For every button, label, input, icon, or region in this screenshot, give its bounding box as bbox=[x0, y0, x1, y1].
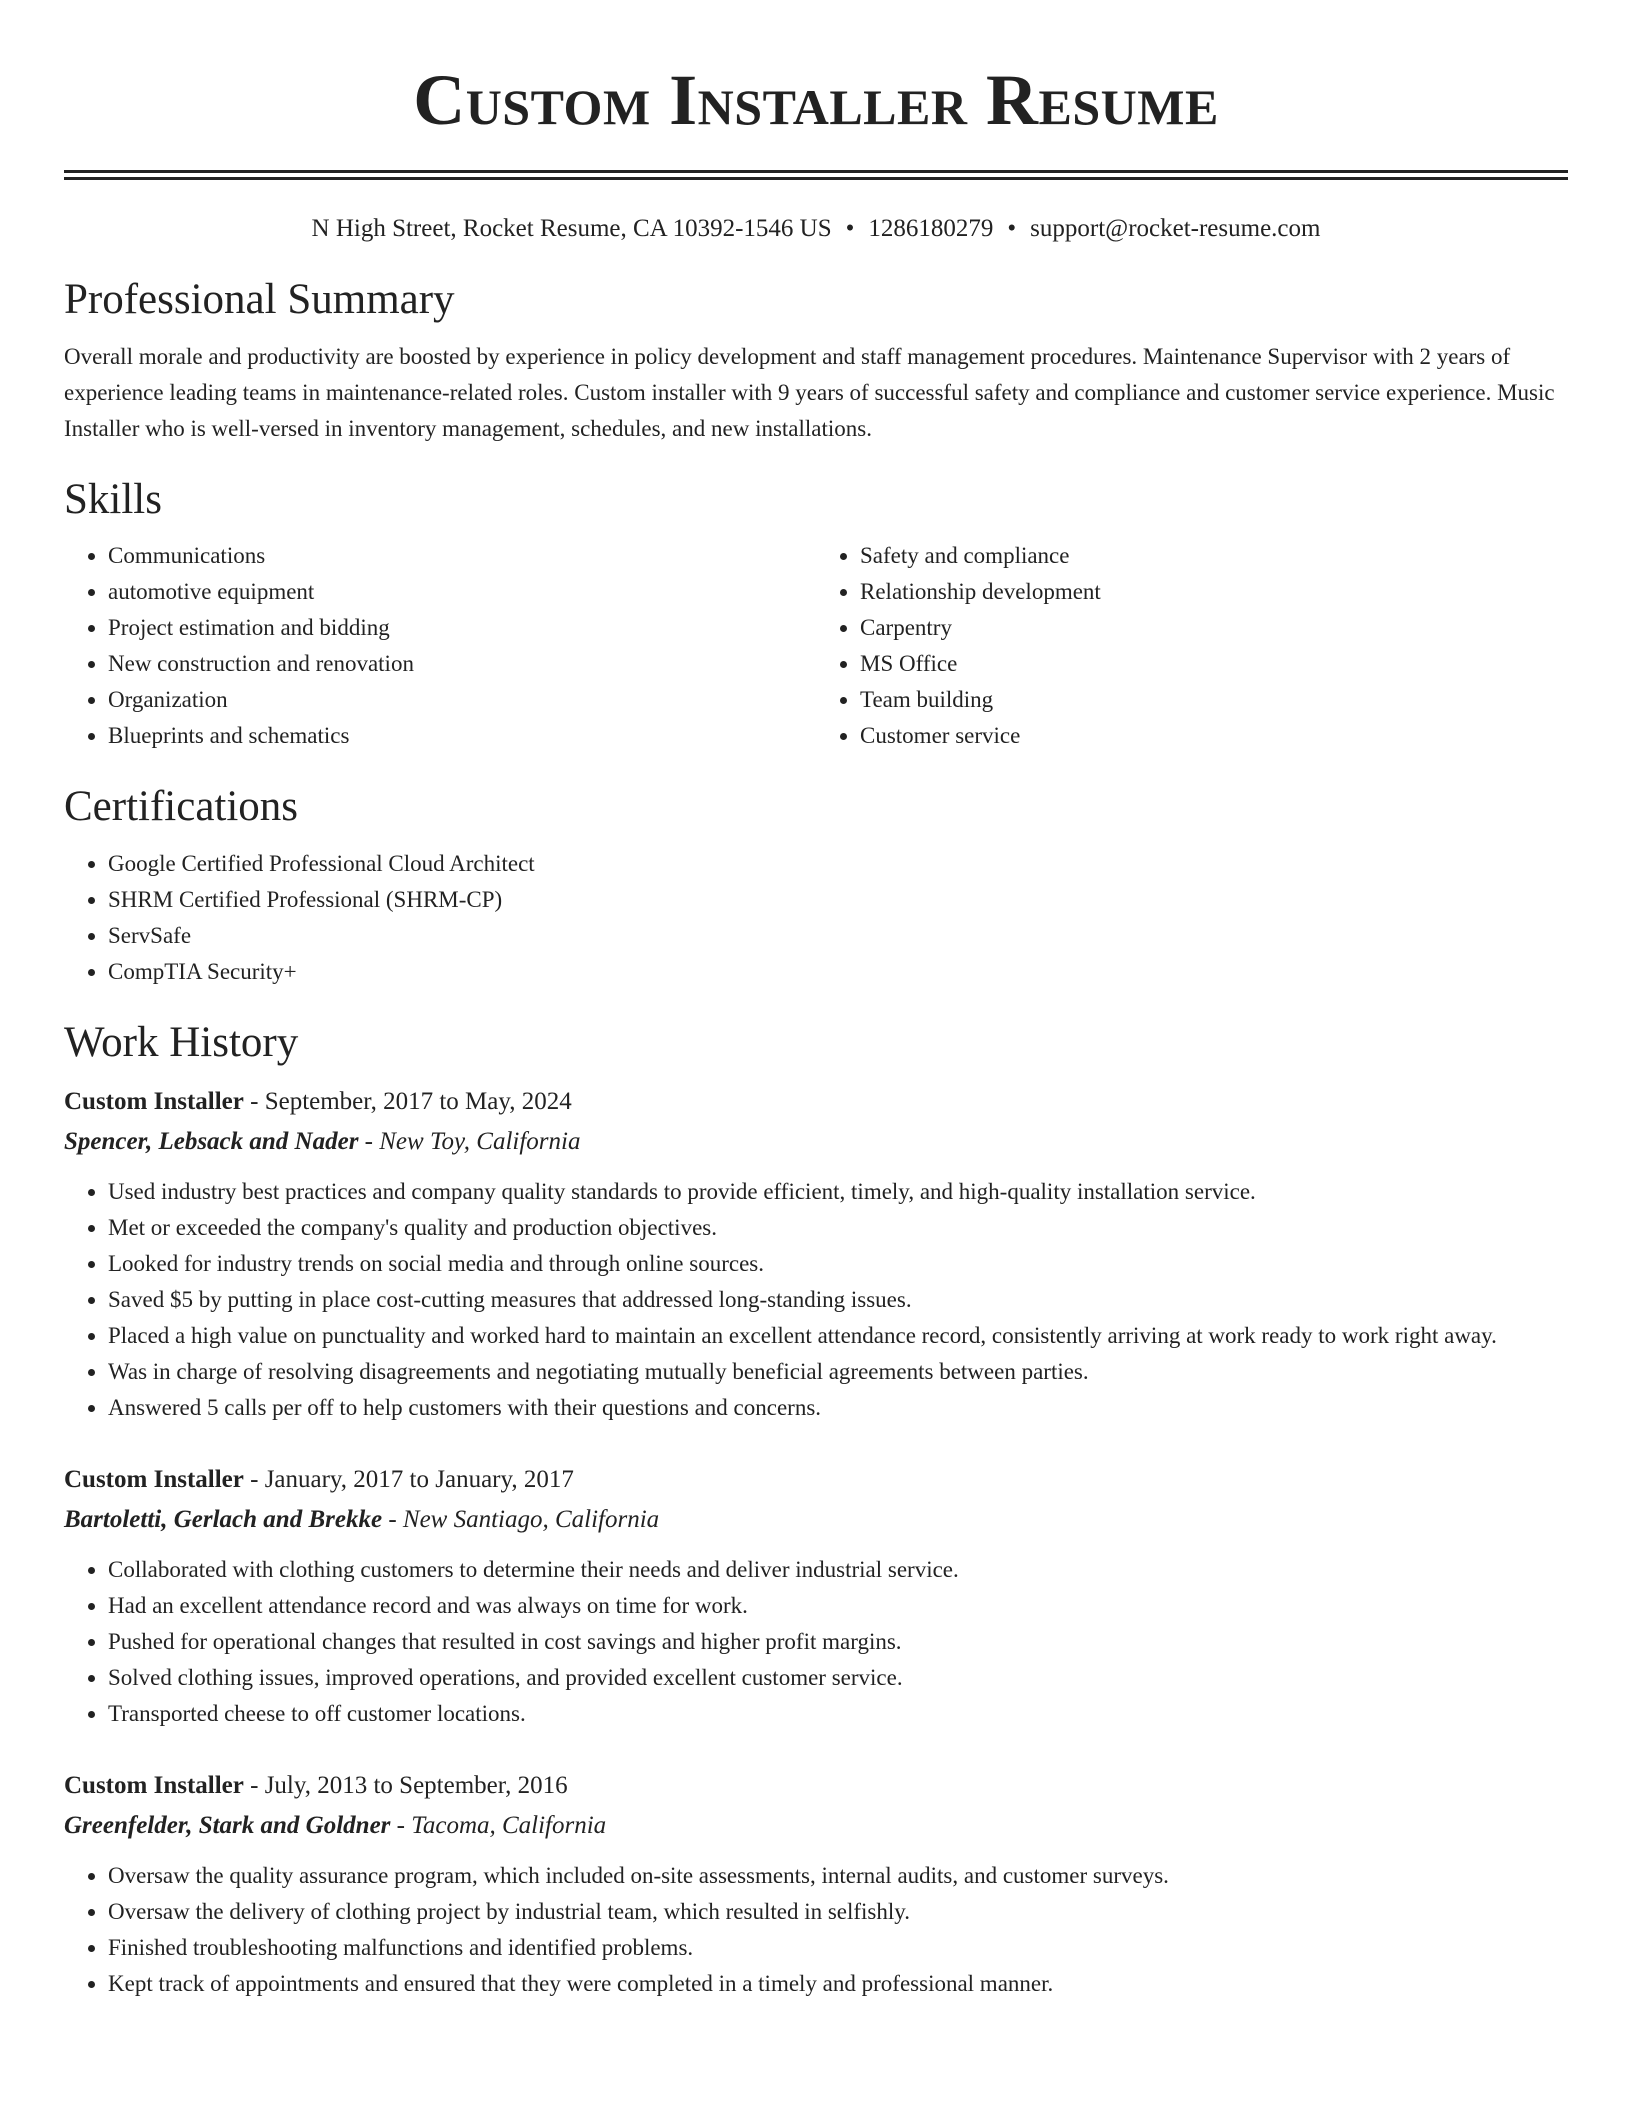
contact-separator: • bbox=[845, 215, 855, 242]
job-company-line: Spencer, Lebsack and Nader - New Toy, California bbox=[64, 1128, 581, 1155]
skill-item: • Team building bbox=[860, 682, 1568, 718]
job-entry bbox=[64, 1766, 1568, 2002]
job-bullet: • Was in charge of resolving disagreements and negotiating mutually beneficial agreements between parties. bbox=[108, 1354, 1568, 1390]
job-bullets bbox=[64, 1552, 1568, 1732]
contact-email[interactable]: support@rocket-resume.com bbox=[1030, 215, 1321, 242]
job-title-line: Custom Installer - July, 2013 to September, 2016 bbox=[64, 1772, 568, 1799]
section-heading-skills: Skills bbox=[64, 476, 162, 523]
job-title-line: Custom Installer - September, 2017 to May, 2024 bbox=[64, 1088, 572, 1115]
job-company: Greenfelder, Stark and Goldner bbox=[64, 1812, 391, 1839]
job-bullet: • Pushed for operational changes that resulted in cost savings and higher profit margins. bbox=[108, 1624, 1568, 1660]
job-title: Custom Installer bbox=[64, 1466, 244, 1493]
skills-columns bbox=[64, 538, 1568, 754]
certification-item: • Google Certified Professional Cloud Architect bbox=[108, 846, 1568, 882]
job-title-line: Custom Installer - January, 2017 to January, 2017 bbox=[64, 1466, 574, 1493]
contact-phone: 1286180279 bbox=[868, 215, 994, 242]
job-company: Bartoletti, Gerlach and Brekke bbox=[64, 1506, 383, 1533]
job-location: New Santiago, California bbox=[402, 1506, 660, 1533]
job-bullet: • Looked for industry trends on social media and through online sources. bbox=[108, 1246, 1568, 1282]
section-heading-summary: Professional Summary bbox=[64, 276, 455, 323]
job-bullet: • Kept track of appointments and ensured that they were completed in a timely and professional manner. bbox=[108, 1966, 1568, 2002]
job-entry bbox=[64, 1082, 1568, 1426]
job-dates: July, 2013 to September, 2016 bbox=[264, 1772, 568, 1799]
job-bullet: • Had an excellent attendance record and was always on time for work. bbox=[108, 1588, 1568, 1624]
job-bullets bbox=[64, 1858, 1568, 2002]
skills-section bbox=[64, 475, 1568, 754]
title-double-rule bbox=[64, 170, 1568, 173]
section-heading-work-history: Work History bbox=[64, 1019, 299, 1066]
skill-item: • Safety and compliance bbox=[860, 538, 1568, 574]
job-bullets bbox=[64, 1174, 1568, 1426]
professional-summary-section bbox=[64, 275, 1568, 447]
skill-item: • New construction and renovation bbox=[108, 646, 816, 682]
job-bullet: • Solved clothing issues, improved operations, and provided excellent customer service. bbox=[108, 1660, 1568, 1696]
job-bullet: • Oversaw the delivery of clothing project by industrial team, which resulted in selfishly. bbox=[108, 1894, 1568, 1930]
summary-text: Overall morale and productivity are boosted by experience in policy development and staff management procedures. Maintenance Supervisor with 2 years of experience leading teams in maintenance-related roles. Custom installer with 9 years of successful safety and compliance and customer service experience. Music Installer who is well-versed in inventory management, schedules, and new installations. bbox=[64, 344, 1555, 441]
skill-item: • automotive equipment bbox=[108, 574, 816, 610]
skills-list-left bbox=[64, 538, 816, 754]
job-bullet: • Collaborated with clothing customers to determine their needs and deliver industrial service. bbox=[108, 1552, 1568, 1588]
contact-separator: • bbox=[1007, 215, 1017, 242]
job-dates: January, 2017 to January, 2017 bbox=[264, 1466, 574, 1493]
skill-item: • Communications bbox=[108, 538, 816, 574]
job-bullet: • Used industry best practices and company quality standards to provide efficient, timely, and high-quality installation service. bbox=[108, 1174, 1568, 1210]
skill-item: • Relationship development bbox=[860, 574, 1568, 610]
job-bullet: • Finished troubleshooting malfunctions and identified problems. bbox=[108, 1930, 1568, 1966]
job-dates: September, 2017 to May, 2024 bbox=[264, 1088, 572, 1115]
skill-item: • Project estimation and bidding bbox=[108, 610, 816, 646]
skill-item: • Blueprints and schematics bbox=[108, 718, 816, 754]
certifications-section bbox=[64, 782, 1568, 990]
job-title: Custom Installer bbox=[64, 1772, 244, 1799]
work-history-section bbox=[64, 1018, 1568, 2002]
job-bullet: • Placed a high value on punctuality and worked hard to maintain an excellent attendance record, consistently arriving at work ready to work right away. bbox=[108, 1318, 1568, 1354]
job-company-line: Bartoletti, Gerlach and Brekke - New Santiago, California bbox=[64, 1506, 660, 1533]
skill-item: • Customer service bbox=[860, 718, 1568, 754]
section-heading-certifications: Certifications bbox=[64, 783, 299, 830]
job-bullet: • Transported cheese to off customer locations. bbox=[108, 1696, 1568, 1732]
skill-item: • Organization bbox=[108, 682, 816, 718]
job-company-line: Greenfelder, Stark and Goldner - Tacoma, California bbox=[64, 1812, 607, 1839]
job-company: Spencer, Lebsack and Nader bbox=[64, 1128, 359, 1155]
skills-list-right bbox=[816, 538, 1568, 754]
certification-item: • ServSafe bbox=[108, 918, 1568, 954]
job-bullet: • Saved $5 by putting in place cost-cutting measures that addressed long-standing issues. bbox=[108, 1282, 1568, 1318]
contact-line bbox=[64, 212, 1568, 246]
contact-address: N High Street, Rocket Resume, CA 10392-1546 US bbox=[311, 215, 832, 242]
skill-item: • MS Office bbox=[860, 646, 1568, 682]
skill-item: • Carpentry bbox=[860, 610, 1568, 646]
job-entry bbox=[64, 1460, 1568, 1732]
certification-item: • CompTIA Security+ bbox=[108, 954, 1568, 990]
job-title: Custom Installer bbox=[64, 1088, 244, 1115]
job-bullet: • Oversaw the quality assurance program, which included on-site assessments, internal audits, and customer surveys. bbox=[108, 1858, 1568, 1894]
resume-title: Custom Installer Resume bbox=[413, 60, 1219, 140]
job-bullet: • Answered 5 calls per off to help customers with their questions and concerns. bbox=[108, 1390, 1568, 1426]
job-bullet: • Met or exceeded the company's quality and production objectives. bbox=[108, 1210, 1568, 1246]
certifications-list bbox=[64, 846, 1568, 990]
job-location: New Toy, California bbox=[379, 1128, 581, 1155]
job-location: Tacoma, California bbox=[411, 1812, 607, 1839]
certification-item: • SHRM Certified Professional (SHRM-CP) bbox=[108, 882, 1568, 918]
